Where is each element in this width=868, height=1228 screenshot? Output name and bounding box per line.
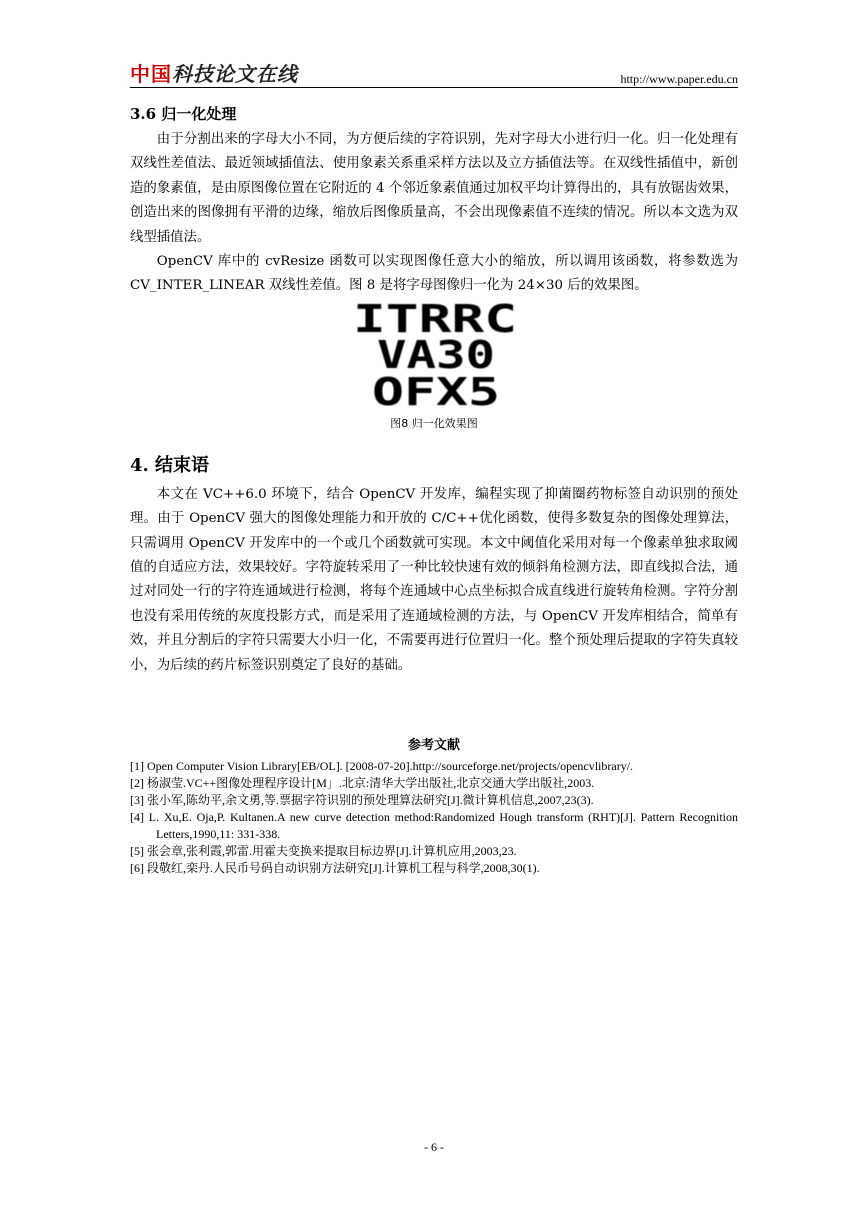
figure-8-line-2: VA30 bbox=[377, 332, 495, 377]
section-4-paragraph-1: 本文在 VC++6.0 环境下，结合 OpenCV 开发库，编程实现了抑菌圈药物标签自动识别的预处理。由于 OpenCV 强大的图像处理能力和开放的 C/C++优化函数，使得多数复杂的图像处理算法，只需调用 OpenCV 开发库中的一个或几个函数就可实现。本文中阈值化采用对每一个像素单独求取阈值的自适应方法，效果较好。字符旋转采用了一种比较快速有效的倾斜角检测方法，即直线拟合法，通过对同处一行的字符连通域进行检测，将每个连通域中心点坐标拟合成直线进行旋转角检测。字符分割也没有采用传统的灰度投影方式，而是采用了连通域检测的方法，与 OpenCV 开发库相结合，简单有效，并且分割后的字符只需要大小归一化，不需要再进行位置归一化。整个预处理后提取的字符失真较小，为后续的药片标签识别奠定了良好的基础。 bbox=[130, 486, 738, 673]
reference-item: [1] Open Computer Vision Library[EB/OL]. [2008-07-20].http://sourceforge.net/projects/opencvlibrary/. bbox=[130, 759, 634, 774]
section-3-6-heading: 3.6 归一化处理 bbox=[130, 105, 237, 123]
figure-8 bbox=[130, 299, 738, 449]
figure-8-caption: 图8 归一化效果图 bbox=[390, 416, 478, 430]
reference-item: [2] 杨淑莹.VC++图像处理程序设计[M」.北京:清华大学出版社,北京交通大学出版社,2003. bbox=[130, 776, 595, 791]
reference-item: [4] L. Xu,E. Oja,P. Kultanen.A new curve detection method:Randomized Hough transform (RHT)[J]. Pattern Recognition Letters,1990,11: 331-338. bbox=[130, 810, 738, 842]
figure-8-line-3: OFX5 bbox=[372, 369, 500, 409]
header-divider bbox=[130, 87, 738, 88]
reference-item: [5] 张会章,张利霞,郭雷.用霍夫变换来提取目标边界[J].计算机应用,2003,23. bbox=[130, 844, 517, 859]
references-title: 参考文献 bbox=[407, 738, 460, 754]
normalized-characters-image bbox=[352, 301, 518, 409]
references-list bbox=[130, 758, 738, 877]
section-4-heading: 4. 结束语 bbox=[130, 454, 210, 476]
page-number: - 6 - bbox=[424, 1140, 444, 1154]
site-logo bbox=[130, 63, 298, 85]
section-3-6-paragraph-1: 由于分割出来的字母大小不同，为方便后续的字符识别，先对字母大小进行归一化。归一化处理有双线性差值法、最近领域插值法、使用象素关系重采样方法以及立方插值法等。在双线性插值中，新创造的象素值，是由原图像位置在它附近的 4 个邻近象素值通过加权平均计算得出的，具有放锯齿效果，创造出来的图像拥有平滑的边缘，缩放后图像质量高，不会出现像素值不连续的情况。所以本文选为双线型插值法。 bbox=[130, 132, 738, 245]
header-url: http://www.paper.edu.cn bbox=[620, 72, 738, 86]
figure-8-line-1: ITRRC bbox=[353, 300, 517, 341]
reference-item: [6] 段敬红,栾丹.人民币号码自动识别方法研究[J].计算机工程与科学,2008,30(1). bbox=[130, 861, 540, 876]
reference-item: [3] 张小军,陈幼平,余文勇,等.票据字符识别的预处理算法研究[J].微计算机信息,2007,23(3). bbox=[130, 793, 594, 808]
logo-red-text: 中国 bbox=[130, 62, 172, 86]
logo-black-text: 科技论文在线 bbox=[172, 62, 298, 86]
section-3-6-paragraph-2: OpenCV 库中的 cvResize 函数可以实现图像任意大小的缩放，所以调用该函数，将参数选为 CV_INTER_LINEAR 双线性差值。图 8 是将字母图像归一化为 24×30 后的效果图。 bbox=[130, 254, 738, 294]
main-content bbox=[130, 100, 738, 877]
